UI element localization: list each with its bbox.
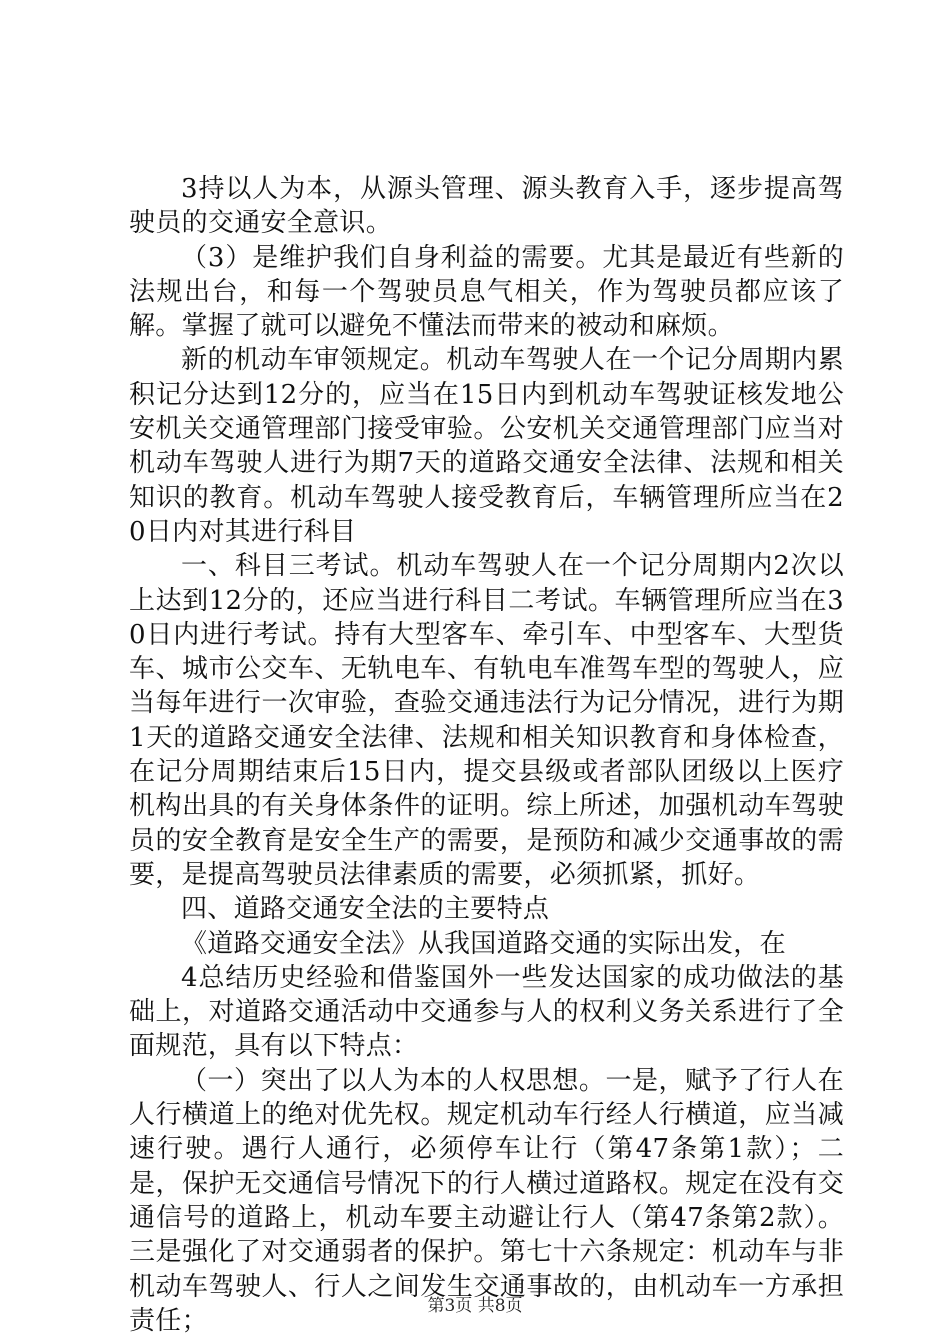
paragraph-8: （一）突出了以人为本的人权思想。一是，赋予了行人在人行横道上的绝对优先权。规定机动车行经人行横道，应当减速行驶。遇行人通行，必须停车让行（第47条第1款）；二是，保护无交通信号情况下的行人横过道路权。规定在没有交通信号的道路上，机动车要主动避让行人（第47条第2款）。三是强化了对交通弱者的保护。第七十六条规定：机动车与非机动车驾驶人、行人之间发生交通事故的，由机动车一方承担责任； bbox=[129, 1065, 844, 1336]
paragraph-2: （3）是维护我们自身利益的需要。尤其是最近有些新的法规出台，和每一个驾驶员息气相关，作为驾驶员都应该了解。掌握了就可以避免不懂法而带来的被动和麻烦。 bbox=[129, 242, 844, 342]
paragraph-1: 3持以人为本，从源头管理、源头教育入手，逐步提高驾驶员的交通安全意识。 bbox=[129, 174, 844, 239]
paragraph-7: 4总结历史经验和借鉴国外一些发达国家的成功做法的基础上，对道路交通活动中交通参与人的权利义务关系进行了全面规范，具有以下特点： bbox=[129, 962, 844, 1062]
paragraph-6: 《道路交通安全法》从我国道路交通的实际出发，在 bbox=[181, 928, 786, 959]
paragraph-4: 一、科目三考试。机动车驾驶人在一个记分周期内2次以上达到12分的，还应当进行科目二考试。车辆管理所应当在30日内进行考试。持有大型客车、牵引车、中型客车、大型货车、城市公交车、无轨电车、有轨电车准驾车型的驾驶人，应当每年进行一次审验，查验交通违法行为记分情况，进行为期1天的道路交通安全法律、法规和相关知识教育和身体检查，在记分周期结束后15日内，提交县级或者部队团级以上医疗机构出具的有关身体条件的证明。综上所述，加强机动车驾驶员的安全教育是安全生产的需要，是预防和减少交通事故的需要，是提高驾驶员法律素质的需要，必须抓紧，抓好。 bbox=[129, 551, 844, 890]
paragraph-3: 新的机动车审领规定。机动车驾驶人在一个记分周期内累积记分达到12分的，应当在15日内到机动车驾驶证核发地公安机关交通管理部门接受审验。公安机关交通管理部门应当对机动车驾驶人进行为期7天的道路交通安全法律、法规和相关知识的教育。机动车驾驶人接受教育后，车辆管理所应当在20日内对其进行科目 bbox=[129, 345, 844, 547]
section-heading: 四、道路交通安全法的主要特点 bbox=[181, 894, 550, 925]
document-body bbox=[129, 172, 844, 1338]
page-number-footer: 第3页 共8页 bbox=[427, 1296, 523, 1316]
